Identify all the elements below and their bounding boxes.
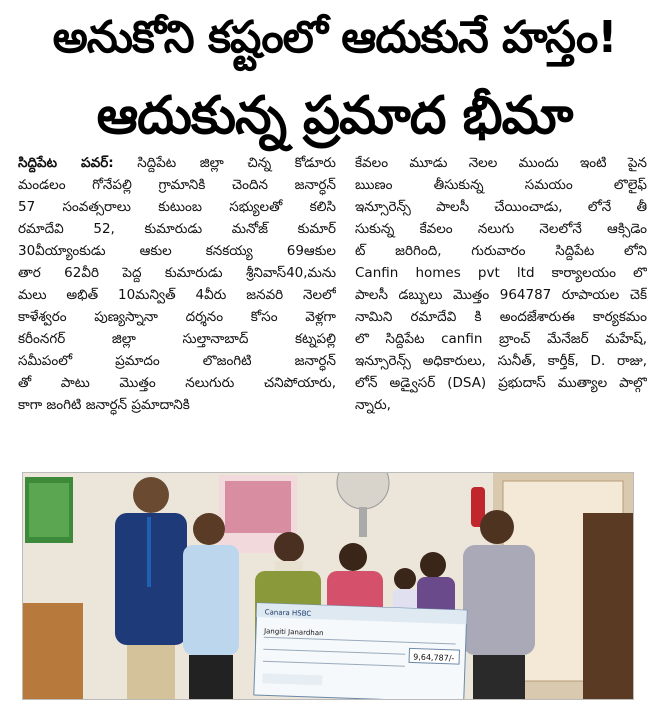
article-text: 57 సంవత్సరాలు కుటుంబ సభ్యులతో కలిసి	[18, 199, 336, 215]
article-right-line: లోన్ అడ్వైసర్ (DSA) ప్రభుదాస్ ముత్యాల పాల్గొ	[355, 375, 647, 391]
article-left-line	[18, 328, 336, 350]
article-text: 30వీయ్యాంకుడు ఆకుల కనకయ్య 69ఆకుల	[18, 243, 336, 259]
article-right-line: ఋణం తీసుకున్న సమయం లొలైఫ్	[355, 177, 647, 193]
article-right-line: పాలసీ డబ్బులు మొత్తం 964787 రూపాయల చెక్	[355, 287, 647, 303]
article-left-line	[18, 218, 336, 240]
article-right-line: ఇన్సూరెన్స్ పాలసీ చేయించాడు, లోనే తీ	[355, 199, 647, 215]
article-right-line: కేవలం మూడు నెలల ముందు ఇంటి పైన	[355, 155, 647, 171]
article-column-left	[18, 152, 336, 416]
article-text: తార 62వీరి పెద్ద కుమారుడు శ్రీనివాస్40,మను	[18, 265, 336, 281]
news-photo	[22, 472, 634, 700]
article-text: రమాదేవి 52, కుమారుడు మనోజ్ కుమార్	[18, 221, 336, 237]
article-text: కాగా జంగిటి జనార్ధన్ ప్రమాదానికి	[18, 397, 190, 413]
cheque-payee: Jangiti Janardhan	[263, 627, 324, 638]
article-right-line: ట్ జరిగింది, గురువారం సిద్దిపేట లోని	[355, 243, 647, 259]
headline-line-2: ఆదుకున్న ప్రమాద భీమా	[96, 86, 573, 146]
article-left-line	[18, 306, 336, 328]
article-right-line: Canfin homes pvt ltd కార్యాలయం లొ	[355, 265, 647, 281]
cheque-bank-name: Canara HSBC	[264, 608, 312, 618]
article-text: సిద్దిపేట జిల్లా చిన్న కోడూరు	[137, 155, 336, 171]
headline-line-1: అనుకోని కష్టంలో ఆదుకునే హస్తం!	[52, 12, 617, 63]
article-right-line: ఇన్సూరెన్స్ అధికారులు, సునీత్, కార్తీక్, D. రాజు,	[355, 353, 647, 369]
article-byline: సిద్దిపేట పవర్:	[18, 155, 114, 171]
article-left-line	[18, 262, 336, 284]
article-text: సమీపంలో ప్రమాదం లొజంగిటి జనార్ధన్	[18, 353, 336, 369]
article-column-right	[355, 152, 647, 416]
article-left-line	[18, 152, 336, 174]
article-left-line	[18, 240, 336, 262]
article-right-line: లొ సిద్దిపేట canfin బ్రాంచ్ మేనేజర్ మహేష్,	[355, 331, 647, 347]
article-text: మలు అభిత్ 10మన్విత్ 4వీరు జనవరి నెలలో	[18, 287, 336, 303]
article-text: తో పాటు మొత్తం నలుగురు చనిపోయారు,	[18, 375, 336, 391]
article-text: మండలం గోనేపల్లి గ్రామానికి చెందిన జనార్ధన్	[18, 177, 336, 193]
cheque	[254, 603, 467, 699]
article-left-line	[18, 350, 336, 372]
article-left-line	[18, 394, 336, 416]
article-text: కాళేశ్వరం పుణ్యస్నానా దర్శనం కోసం వెళ్లగా	[18, 309, 336, 325]
article-left-line	[18, 284, 336, 306]
article-left-line	[18, 174, 336, 196]
photo-illustration	[23, 473, 633, 699]
article-text: కరీంనగర్ జిల్లా సుల్తానాబాద్ కట్నపల్లి	[18, 331, 336, 347]
article-right-line: సుకున్న కేవలం నలుగు నెలలోనే ఆక్సిడెం	[355, 221, 647, 237]
article-left-line	[18, 196, 336, 218]
cheque-amount: 9,64,787/-	[413, 652, 455, 663]
article-left-line	[18, 372, 336, 394]
article-right-line: న్నారు,	[355, 397, 391, 413]
article-right-line: నామిని రమాదేవి కి అందజేశారుఈ కార్యకమం	[355, 309, 647, 325]
